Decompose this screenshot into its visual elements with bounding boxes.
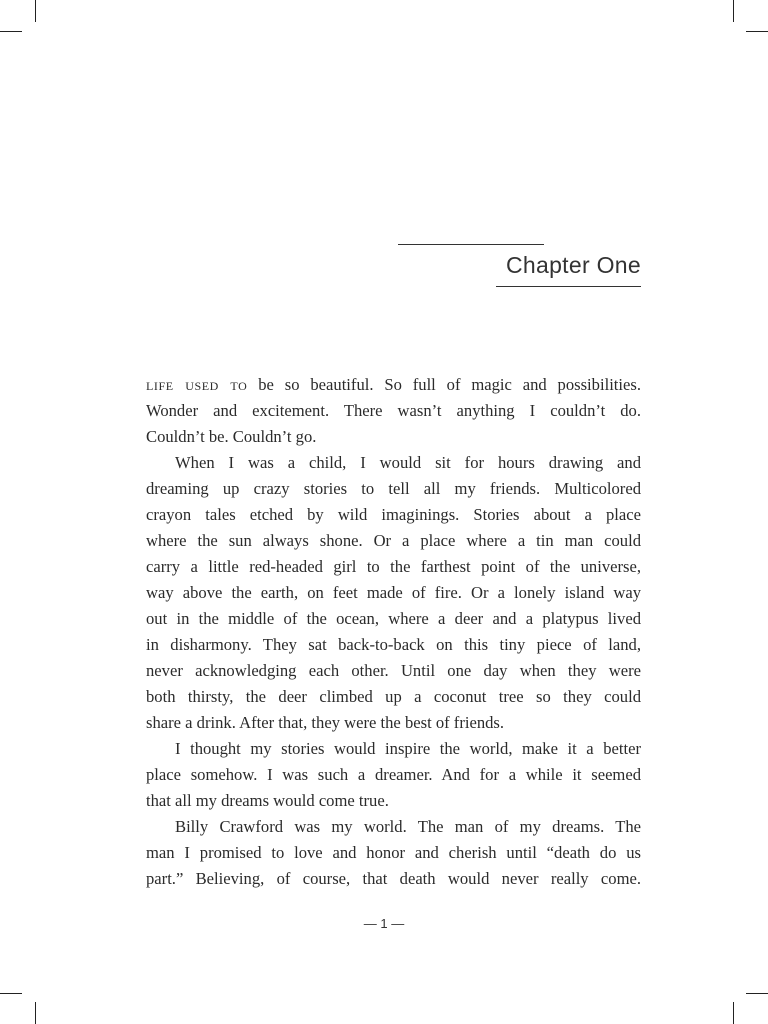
paragraph-3 [146,736,641,814]
paragraph-2 [146,450,641,736]
text-line: I thought my stories would inspire the world, make it a better [175,739,641,758]
text-line: where the sun always shone. Or a place where a tin man could [146,531,641,550]
text-line: out in the middle of the ocean, where a deer and a platypus lived [146,609,641,628]
text-line: Billy Crawford was my world. The man of my dreams. The [175,817,641,836]
chapter-title-rule-top [398,244,544,245]
paragraph-4 [146,814,641,892]
crop-mark-bottom-right-horizontal [746,993,768,994]
text-line: share a drink. After that, they were the best of friends. [146,713,505,732]
chapter-title-rule-bottom [496,286,641,287]
text-line: never acknowledging each other. Until one day when they were [146,661,641,680]
chapter-opening-words: life used to [146,375,248,394]
text-line: in disharmony. They sat back-to-back on this tiny piece of land, [146,635,641,654]
text-line: crayon tales etched by wild imaginings. Stories about a place [146,505,641,524]
text-line [146,372,641,398]
page-number: — 1 — [363,916,405,931]
text-line: that all my dreams would come true. [146,791,389,810]
text-line: Couldn’t be. Couldn’t go. [146,427,317,446]
text-line: both thirsty, the deer climbed up a coconut tree so they could [146,687,641,706]
paragraph-1 [146,372,641,450]
text-line: part.” Believing, of course, that death would never really come. [146,869,641,888]
body-text [146,372,641,892]
chapter-title: Chapter One [506,252,641,278]
text-line: man I promised to love and honor and cherish until “death do us [146,843,641,862]
text-line: dreaming up crazy stories to tell all my friends. Multicolored [146,479,641,498]
text-line: way above the earth, on feet made of fire. Or a lonely island way [146,583,641,602]
crop-mark-bottom-left-horizontal [0,993,22,994]
text-line-content: be so beautiful. So full of magic and possibilities. [247,375,641,394]
text-line: carry a little red-headed girl to the farthest point of the universe, [146,557,641,576]
crop-mark-top-left-horizontal [0,31,22,32]
text-line: When I was a child, I would sit for hours drawing and [175,453,641,472]
crop-mark-top-right-horizontal [746,31,768,32]
text-line: place somehow. I was such a dreamer. And for a while it seemed [146,765,641,784]
crop-mark-bottom-left-vertical [35,1002,36,1024]
crop-mark-bottom-right-vertical [733,1002,734,1024]
crop-mark-top-left-vertical [35,0,36,22]
crop-mark-top-right-vertical [733,0,734,22]
text-line: Wonder and excitement. There wasn’t anything I couldn’t do. [146,401,641,420]
